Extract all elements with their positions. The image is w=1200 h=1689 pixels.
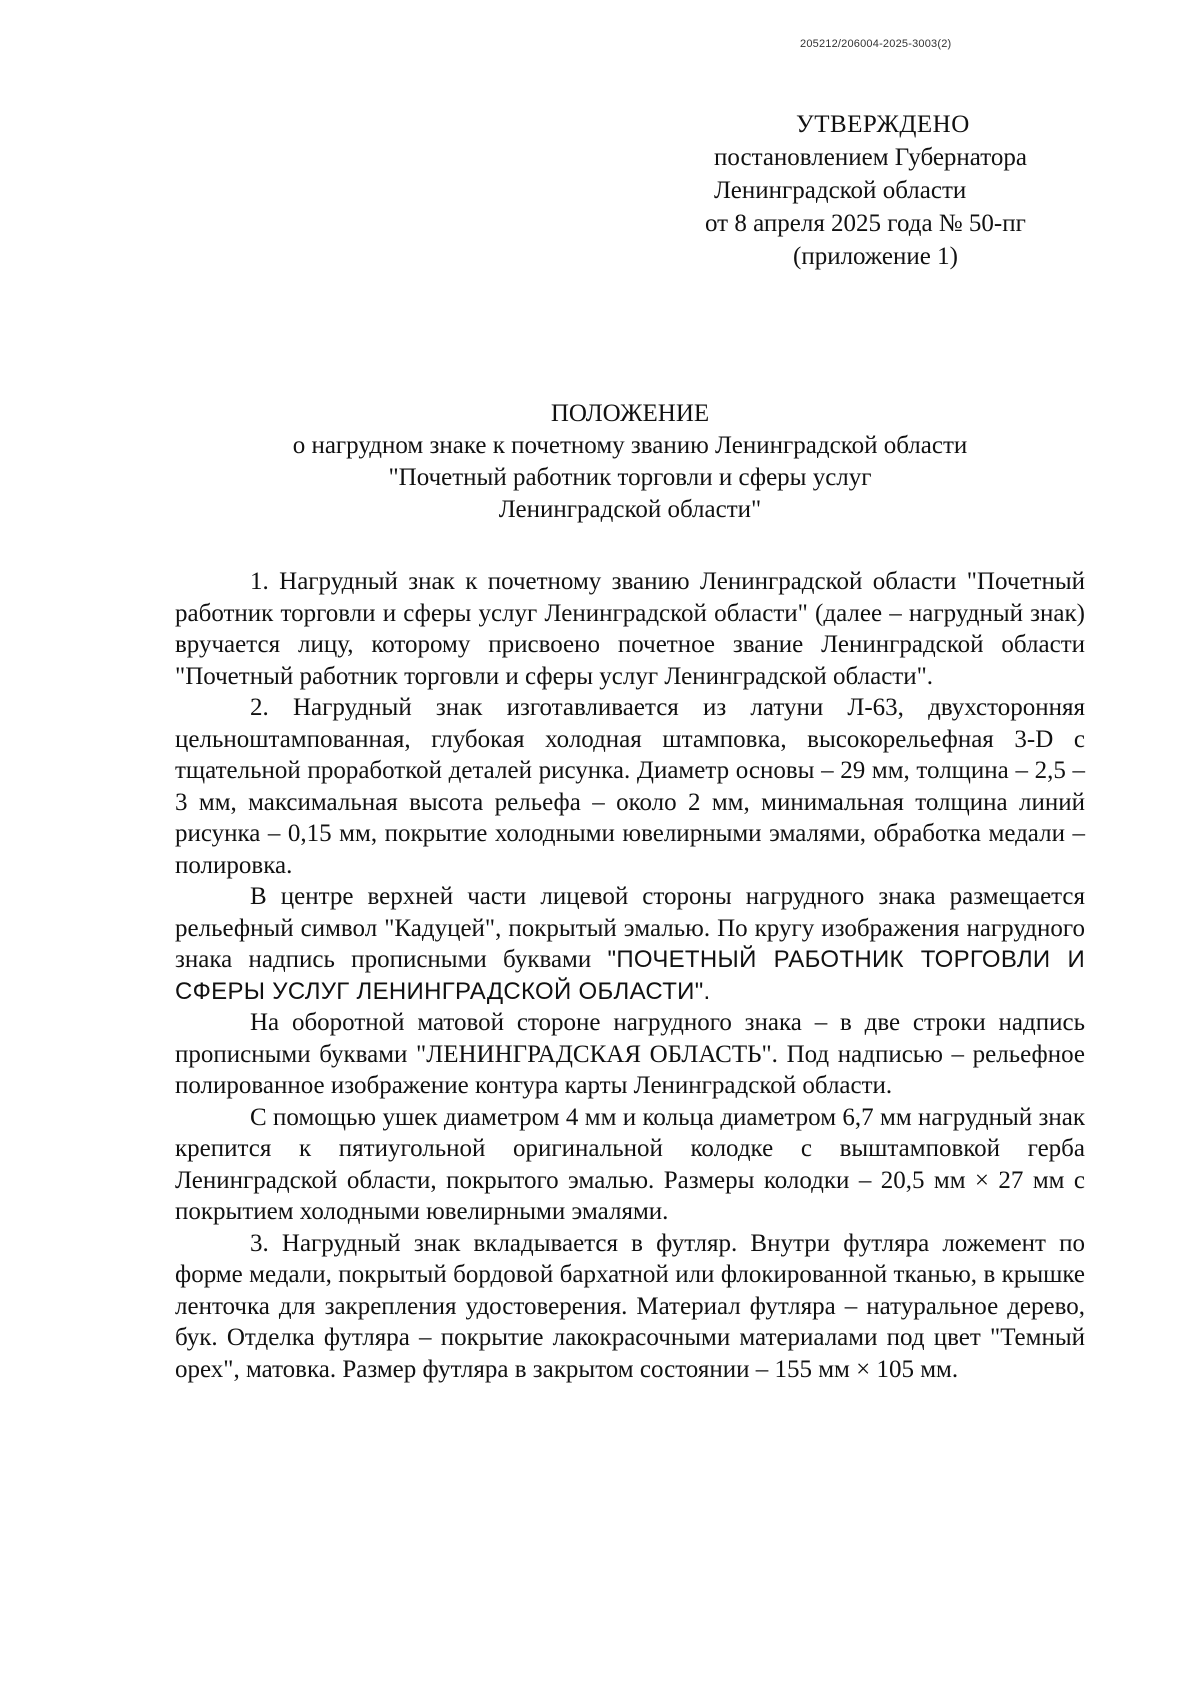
paragraph-4: На оборотной матовой стороне нагрудного знака – в две строки надпись прописными буквами "ЛЕНИНГРАДСКАЯ ОБЛАСТЬ". Под надписью – рельефное полированное изображение контура карты Ленинградской области. bbox=[175, 1009, 1085, 1099]
paragraph-1: 1. Нагрудный знак к почетному званию Ленинградской области "Почетный работник торговли и сферы услуг Ленинградской области" (далее – нагрудный знак) вручается лицу, которому присвоено почетное звание Ленинградской области "Почетный работник торговли и сферы услуг Ленинградской области". bbox=[175, 568, 1085, 690]
approval-line-region: Ленинградской области bbox=[714, 177, 967, 204]
heading-title: ПОЛОЖЕНИЕ bbox=[550, 400, 710, 427]
paragraph-3 bbox=[175, 881, 1085, 1007]
approval-line-date: от 8 апреля 2025 года № 50-пг bbox=[705, 210, 1026, 237]
paragraph-3-caps-inscription: "ПОЧЕТНЫЙ РАБОТНИК ТОРГОВЛИ И СФЕРЫ УСЛУГ ЛЕНИНГРАДСКОЙ ОБЛАСТИ". bbox=[175, 946, 1085, 1005]
approval-stamp-block bbox=[700, 108, 1100, 273]
heading-subtitle-line-3: Ленинградской области" bbox=[498, 496, 762, 523]
regulation-heading bbox=[175, 398, 1085, 526]
paragraph-3-text: В центре верхней части лицевой стороны нагрудного знака размещается рельефный символ "Кадуцей", покрытый эмалью. По кругу изображения нагрудного знака надпись прописными буквами bbox=[175, 883, 1085, 973]
heading-subtitle-line-2: "Почетный работник торговли и сферы услуг bbox=[388, 464, 872, 491]
paragraph-5: С помощью ушек диаметром 4 мм и кольца диаметром 6,7 мм нагрудный знак крепится к пятиугольной оригинальной колодке с выштамповкой герба Ленинградской области, покрытого эмалью. Размеры колодки – 20,5 мм × 27 мм с покрытием холодными ювелирными эмалями. bbox=[175, 1103, 1085, 1225]
approval-title: УТВЕРЖДЕНО bbox=[796, 111, 970, 138]
document-registration-number: 205212/206004-2025-3003(2) bbox=[800, 38, 952, 50]
regulation-body bbox=[175, 566, 1085, 1385]
approval-line-appendix: (приложение 1) bbox=[793, 243, 958, 270]
approval-line-decree: постановлением Губернатора bbox=[714, 144, 1027, 171]
paragraph-2: 2. Нагрудный знак изготавливается из латуни Л-63, двухсторонняя цельноштампованная, глубокая холодная штамповка, высокорельефная 3-D с тщательной проработкой деталей рисунка. Диаметр основы – 29 мм, толщина – 2,5 – 3 мм, максимальная высота рельефа – около 2 мм, минимальная толщина линий рисунка – 0,15 мм, покрытие холодными ювелирными эмалями, обработка медали – полировка. bbox=[175, 694, 1085, 879]
heading-subtitle-line-1: о нагрудном знаке к почетному званию Ленинградской области bbox=[292, 432, 968, 459]
paragraph-6: 3. Нагрудный знак вкладывается в футляр. Внутри футляра ложемент по форме медали, покрытый бордовой бархатной или флокированной тканью, в крышке ленточка для закрепления удостоверения. Материал футляра – натуральное дерево, бук. Отделка футляра – покрытие лакокрасочными материалами под цвет "Темный орех", матовка. Размер футляра в закрытом состоянии – 155 мм × 105 мм. bbox=[175, 1229, 1085, 1383]
